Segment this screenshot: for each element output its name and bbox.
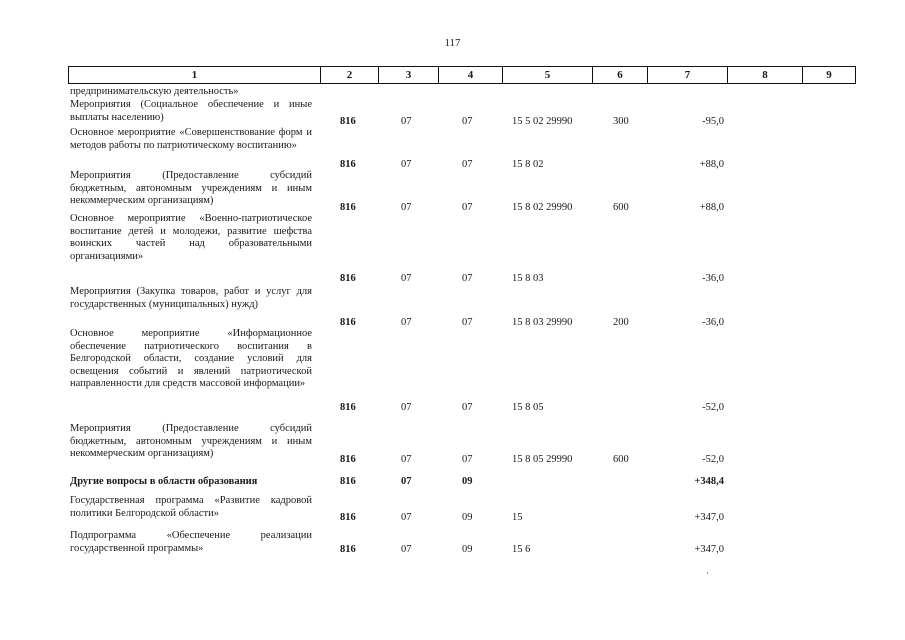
cell-code: 816 <box>340 476 356 487</box>
cell-expense-type: 200 <box>613 317 629 328</box>
cell-target: 15 8 03 <box>512 273 544 284</box>
header-col-7: 7 <box>647 67 727 83</box>
cell-target: 15 <box>512 512 523 523</box>
cell-amount: -95,0 <box>702 116 724 127</box>
cell-code: 816 <box>340 454 356 465</box>
cell-code: 816 <box>340 116 356 127</box>
row-description: Мероприятия (Предоставление субсидий бюджетным, автономным учреждениям и иным некоммерческим организациям) <box>70 423 312 460</box>
cell-section: 07 <box>401 402 412 413</box>
cell-subsection: 07 <box>462 202 473 213</box>
cell-amount: -52,0 <box>702 402 724 413</box>
cell-subsection: 07 <box>462 116 473 127</box>
cell-code: 816 <box>340 273 356 284</box>
cell-subsection: 07 <box>462 402 473 413</box>
cell-subsection: 07 <box>462 454 473 465</box>
cell-amount: +88,0 <box>699 159 724 170</box>
cell-target: 15 8 05 29990 <box>512 454 573 465</box>
cell-expense-type: 600 <box>613 202 629 213</box>
cell-section: 07 <box>401 317 412 328</box>
header-col-2: 2 <box>320 67 378 83</box>
cell-section: 07 <box>401 544 412 555</box>
cell-subsection: 07 <box>462 159 473 170</box>
cell-code: 816 <box>340 159 356 170</box>
cell-expense-type: 600 <box>613 454 629 465</box>
cell-code: 816 <box>340 317 356 328</box>
cell-section: 07 <box>401 512 412 523</box>
cell-code: 816 <box>340 202 356 213</box>
header-col-1: 1 <box>191 69 198 81</box>
cell-section: 07 <box>401 273 412 284</box>
header-col-9: 9 <box>802 67 855 83</box>
cell-code: 816 <box>340 402 356 413</box>
cell-amount: -36,0 <box>702 273 724 284</box>
header-col-6: 6 <box>592 67 647 83</box>
header-col-5: 5 <box>502 67 592 83</box>
row-description: Мероприятия (Закупка товаров, работ и услуг для государственных (муниципальных) нужд) <box>70 286 312 310</box>
cell-amount: +347,0 <box>694 512 724 523</box>
cell-section: 07 <box>401 476 412 487</box>
cell-section: 07 <box>401 454 412 465</box>
cell-code: 816 <box>340 512 356 523</box>
cell-section: 07 <box>401 202 412 213</box>
cell-amount: -52,0 <box>702 454 724 465</box>
cell-section: 07 <box>401 159 412 170</box>
cell-amount: +348,4 <box>694 476 724 487</box>
cell-subsection: 09 <box>462 512 473 523</box>
row-description: Другие вопросы в области образования <box>70 476 258 487</box>
table-header <box>68 66 856 84</box>
row-description: Основное мероприятие «Совершенствование форм и методов работы по патриотическому воспитанию» <box>70 127 312 151</box>
cell-target: 15 5 02 29990 <box>512 116 573 127</box>
row-description: Основное мероприятие «Информационное обеспечение патриотического воспитания в Белгородской области, создание условий для освещения событий и явлений патриотической направленности для средств массовой информации» <box>70 328 312 390</box>
header-col-8: 8 <box>727 67 802 83</box>
row-description: Мероприятия (Социальное обеспечение и иные выплаты населению) <box>70 99 312 123</box>
row-description: Основное мероприятие «Военно-патриотическое воспитание детей и молодежи, развитие шефства воинских частей над образовательными организациями» <box>70 213 312 262</box>
header-col-3: 3 <box>378 67 438 83</box>
cell-amount: +88,0 <box>699 202 724 213</box>
cell-section: 07 <box>401 116 412 127</box>
cell-target: 15 8 02 29990 <box>512 202 573 213</box>
cell-amount: +347,0 <box>694 544 724 555</box>
cell-amount: -36,0 <box>702 317 724 328</box>
cell-subsection: 09 <box>462 476 473 487</box>
cell-target: 15 8 05 <box>512 402 544 413</box>
cell-code: 816 <box>340 544 356 555</box>
page-number: 117 <box>444 37 461 49</box>
cell-target: 15 6 <box>512 544 531 555</box>
row-description: Государственная программа «Развитие кадровой политики Белгородской области» <box>70 495 312 519</box>
row-description: Мероприятия (Предоставление субсидий бюджетным, автономным учреждениям и иным некоммерческим организациям) <box>70 170 312 207</box>
scan-dot: · <box>706 568 709 578</box>
cell-subsection: 07 <box>462 273 473 284</box>
cell-target: 15 8 02 <box>512 159 544 170</box>
header-col-4: 4 <box>438 67 502 83</box>
row-description: Подпрограмма «Обеспечение реализации государственной программы» <box>70 530 312 554</box>
cell-subsection: 09 <box>462 544 473 555</box>
cell-target: 15 8 03 29990 <box>512 317 573 328</box>
cell-subsection: 07 <box>462 317 473 328</box>
row-description: предпринимательскую деятельность» <box>70 86 239 97</box>
cell-expense-type: 300 <box>613 116 629 127</box>
